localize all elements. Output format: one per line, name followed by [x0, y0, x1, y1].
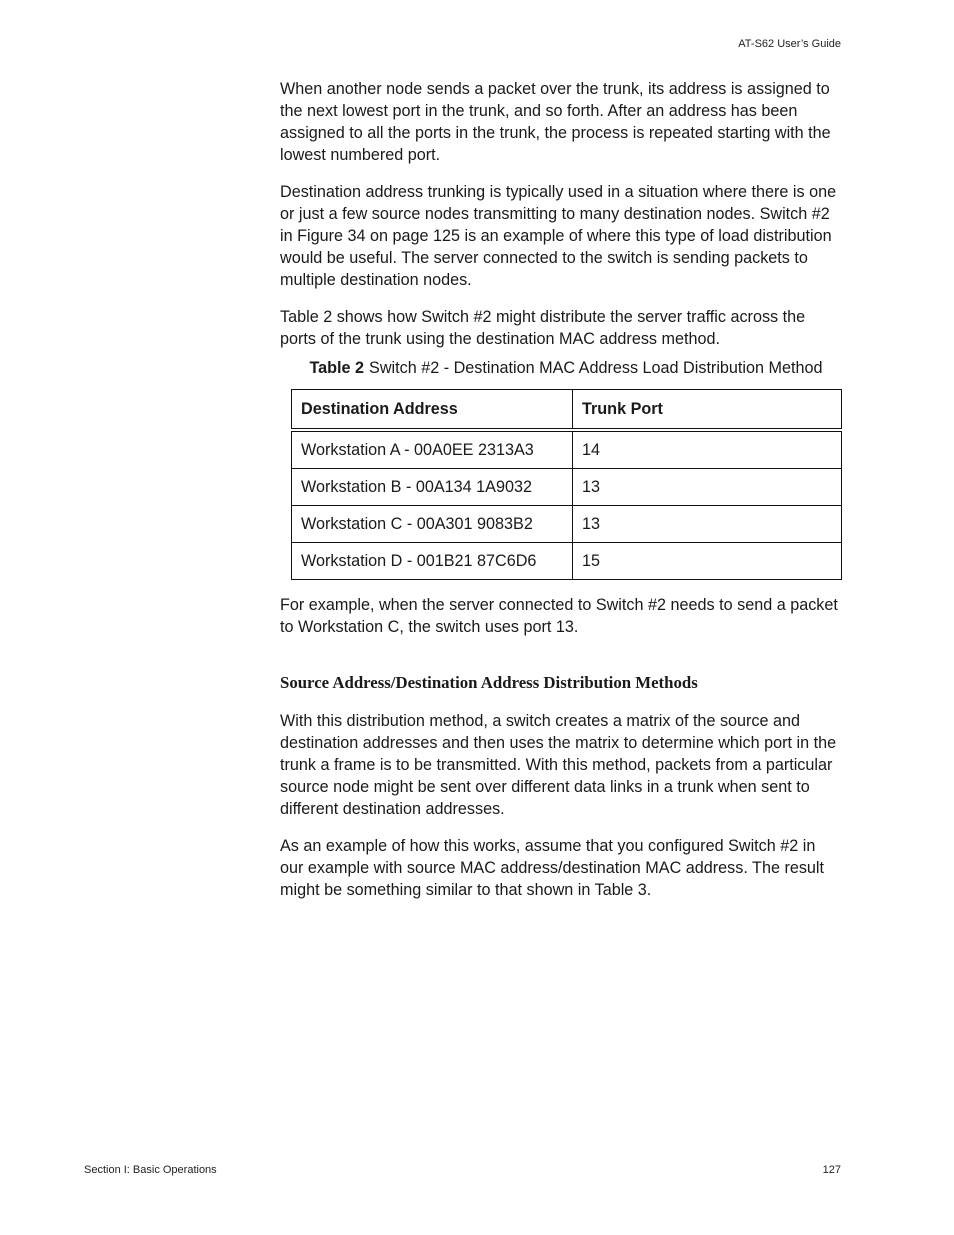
table-row — [292, 506, 842, 543]
table-cell: Workstation D - 001B21 87C6D6 — [292, 543, 573, 580]
paragraph: With this distribution method, a switch creates a matrix of the source and destination addresses and then uses the matrix to determine which port in the trunk a frame is to be transmitted. With this method, packets from a particular source node might be sent over different data links in a trunk when sent to different destination addresses. — [280, 712, 837, 818]
table-cell: 15 — [573, 543, 842, 580]
table-header-row — [292, 390, 842, 431]
table-row — [292, 469, 842, 506]
running-header: AT-S62 User’s Guide — [738, 38, 841, 50]
table-cell: Workstation A - 00A0EE 2313A3 — [292, 430, 573, 469]
paragraph: For example, when the server connected to Switch #2 needs to send a packet to Workstation C, the switch uses port 13. — [280, 596, 838, 636]
paragraph: Table 2 shows how Switch #2 might distribute the server traffic across the ports of the trunk using the destination MAC address method. — [280, 308, 806, 348]
paragraph: Destination address trunking is typically used in a situation where there is one or just a few source nodes transmitting to many destination nodes. Switch #2 in Figure 34 on page 125 is an example of where this type of load distribution would be useful. The server connected to the switch is sending packets to multiple destination nodes. — [280, 183, 837, 289]
section-heading: Source Address/Destination Address Distribution Methods — [280, 673, 698, 692]
table-caption-label: Table 2 — [309, 359, 365, 377]
table-cell: Workstation C - 00A301 9083B2 — [292, 506, 573, 543]
page-content — [280, 78, 842, 916]
paragraph: As an example of how this works, assume that you configured Switch #2 in our example with source MAC address/destination MAC address. The result might be something similar to that shown in Table 3. — [280, 837, 825, 899]
table-cell: 13 — [573, 506, 842, 543]
footer-section: Section I: Basic Operations — [84, 1164, 217, 1176]
column-header: Destination Address — [292, 390, 573, 431]
table-cell: 14 — [573, 430, 842, 469]
table-caption — [280, 357, 842, 379]
table-cell: 13 — [573, 469, 842, 506]
paragraph: When another node sends a packet over the trunk, its address is assigned to the next lowest port in the trunk, and so forth. After an address has been assigned to all the ports in the trunk, the process is repeated starting with the lowest numbered port. — [280, 80, 831, 164]
table-caption-text: Switch #2 - Destination MAC Address Load Distribution Method — [369, 359, 823, 377]
table-row — [292, 430, 842, 469]
table-row — [292, 543, 842, 580]
table-cell: Workstation B - 00A134 1A9032 — [292, 469, 573, 506]
page-number: 127 — [822, 1164, 841, 1176]
column-header: Trunk Port — [573, 390, 842, 431]
address-table — [291, 389, 842, 580]
